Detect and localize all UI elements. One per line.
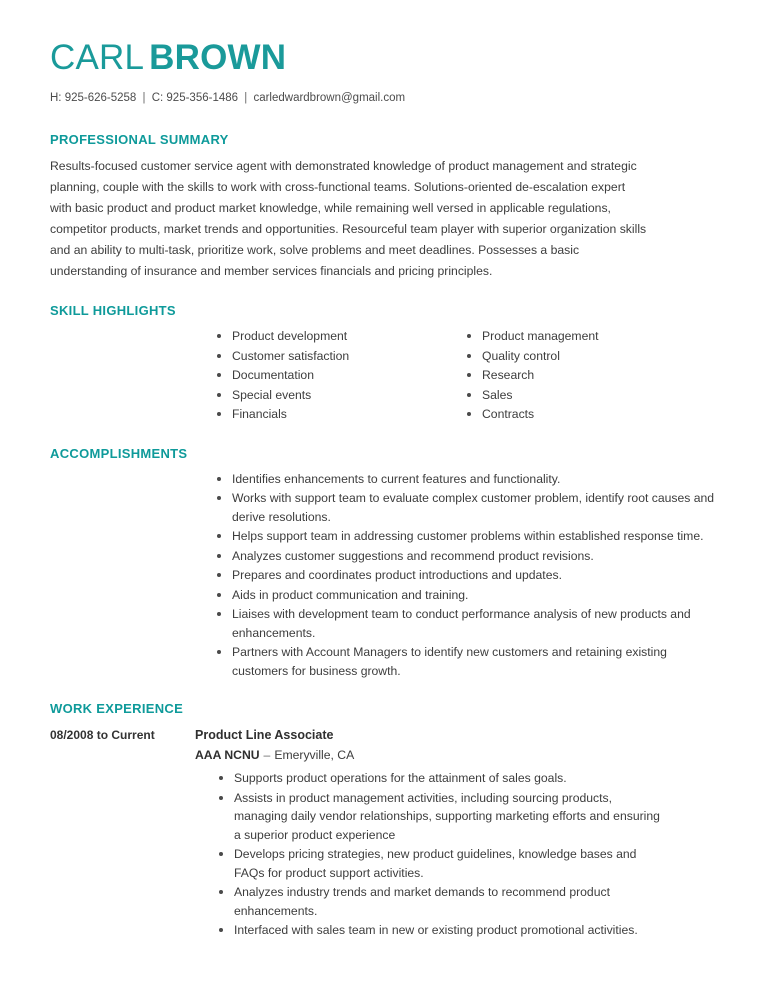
list-item: Financials bbox=[215, 405, 465, 424]
list-item: Research bbox=[465, 366, 695, 385]
job-bullets bbox=[195, 769, 665, 940]
job-dates: 08/2008 to Current bbox=[50, 728, 155, 742]
list-item: Supports product operations for the attainment of sales goals. bbox=[217, 769, 665, 788]
cell-phone: C: 925-356-1486 bbox=[151, 92, 239, 104]
list-item: Contracts bbox=[465, 405, 695, 424]
skills-column-two bbox=[465, 327, 695, 425]
list-item: Interfaced with sales team in new or existing product promotional activities. bbox=[217, 921, 665, 940]
skills-column-one bbox=[215, 327, 465, 425]
list-item: Liaises with development team to conduct performance analysis of new products and enhancements. bbox=[215, 605, 716, 642]
list-item: Identifies enhancements to current features and functionality. bbox=[215, 470, 716, 489]
list-item: Analyzes industry trends and market demands to recommend product enhancements. bbox=[217, 883, 665, 920]
list-item: Works with support team to evaluate complex customer problem, identify root causes and derive resolutions. bbox=[215, 489, 716, 526]
first-name: CARL bbox=[50, 38, 145, 77]
contact-separator-1: | bbox=[142, 92, 146, 104]
work-experience-entry bbox=[50, 725, 716, 941]
list-item: Quality control bbox=[465, 347, 695, 366]
accomplishments-list-wrap bbox=[50, 470, 716, 681]
job-details bbox=[195, 725, 665, 941]
section-accomplishments bbox=[50, 446, 716, 681]
section-heading-professional-summary: PROFESSIONAL SUMMARY bbox=[50, 132, 229, 147]
job-company: AAA NCNU bbox=[195, 748, 260, 762]
contact-line bbox=[50, 90, 716, 106]
list-item: Documentation bbox=[215, 366, 465, 385]
job-company-line bbox=[195, 745, 665, 765]
skills-columns bbox=[50, 327, 716, 425]
section-work-experience bbox=[50, 701, 716, 941]
last-name: BROWN bbox=[149, 38, 287, 77]
section-heading-work-experience: WORK EXPERIENCE bbox=[50, 701, 184, 716]
list-item: Analyzes customer suggestions and recommend product revisions. bbox=[215, 547, 716, 566]
list-item: Product management bbox=[465, 327, 695, 346]
list-item: Partners with Account Managers to identify new customers and retaining existing customers for business growth. bbox=[215, 643, 716, 680]
section-heading-skill-highlights: SKILL HIGHLIGHTS bbox=[50, 303, 176, 318]
list-item: Customer satisfaction bbox=[215, 347, 465, 366]
job-dash: – bbox=[263, 748, 271, 762]
home-phone: H: 925-626-5258 bbox=[50, 92, 137, 104]
candidate-name bbox=[50, 36, 716, 80]
accomplishments-list bbox=[215, 470, 716, 681]
section-heading-accomplishments: ACCOMPLISHMENTS bbox=[50, 445, 188, 461]
list-item: Aids in product communication and training. bbox=[215, 586, 716, 605]
list-item: Special events bbox=[215, 386, 465, 405]
list-item: Assists in product management activities, including sourcing products, managing daily vendor relationships, supporting marketing efforts and ensuring a superior product experience bbox=[217, 789, 665, 845]
job-title: Product Line Associate bbox=[195, 728, 334, 742]
list-item: Develops pricing strategies, new product guidelines, knowledge bases and FAQs for product support activities. bbox=[217, 845, 665, 882]
list-item: Sales bbox=[465, 386, 695, 405]
list-item: Prepares and coordinates product introductions and updates. bbox=[215, 566, 716, 585]
section-skill-highlights bbox=[50, 303, 716, 425]
contact-separator-2: | bbox=[244, 92, 248, 104]
professional-summary-text: Results-focused customer service agent with demonstrated knowledge of product management and strategic planning, couple with the skills to work with cross-functional teams. Solutions-oriented de-escalation expert with basic product and product market knowledge, while remaining well versed in applicable regulations, competitor products, market trends and opportunities. Resourceful team player with superior organization skills and an ability to multi-task, prioritize work, solve problems and meet deadlines. Possesses a basic understanding of insurance and member services financials and pricing principles. bbox=[50, 159, 647, 278]
job-location: Emeryville, CA bbox=[274, 748, 355, 762]
list-item: Product development bbox=[215, 327, 465, 346]
section-professional-summary bbox=[50, 132, 716, 282]
email-address[interactable]: carledwardbrown@gmail.com bbox=[253, 92, 406, 104]
list-item: Helps support team in addressing customer problems within established response time. bbox=[215, 527, 716, 546]
